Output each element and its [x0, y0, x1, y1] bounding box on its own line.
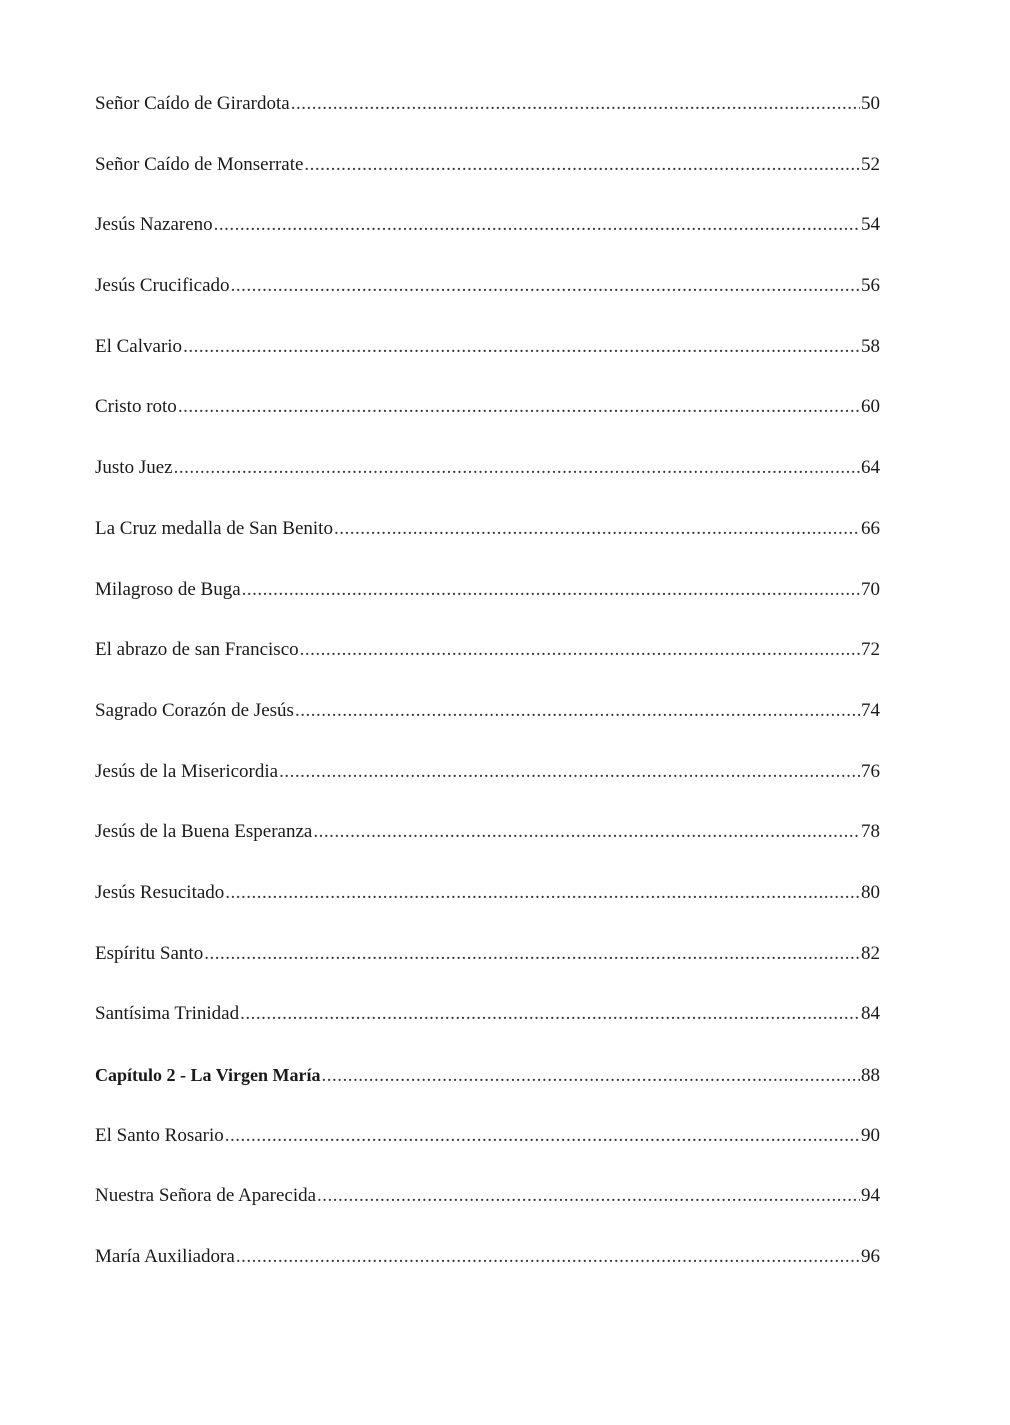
toc-entry-page: 84: [861, 1003, 880, 1025]
toc-entry: [95, 328, 880, 389]
toc-entry-page: 96: [861, 1246, 880, 1268]
dot-leader: [204, 935, 860, 973]
toc-entry: [95, 813, 880, 874]
toc-entry-page: 54: [861, 214, 880, 236]
dot-leader: [300, 631, 860, 669]
dot-leader: [225, 874, 860, 912]
toc-entry-page: 80: [861, 881, 880, 903]
toc-entry-title: Señor Caído de Girardota: [95, 93, 290, 114]
toc-entry: [95, 1177, 880, 1238]
toc-entry-title: María Auxiliadora: [95, 1246, 235, 1268]
dot-leader: [313, 813, 860, 851]
toc-entry-page: 64: [861, 457, 880, 479]
dot-leader: [183, 328, 860, 366]
toc-entry-title: Jesús Crucificado: [95, 275, 230, 297]
toc-entry-page: 88: [861, 1065, 880, 1086]
toc-entry-title: Jesús de la Misericordia: [95, 760, 279, 782]
toc-entry-title: El abrazo de san Francisco: [95, 639, 299, 661]
toc-entry-page: 66: [861, 517, 880, 539]
toc-entry-page: 94: [861, 1185, 880, 1207]
toc-entry-title: Cristo roto: [95, 396, 177, 418]
toc-entry-title: Nuestra Señora de Aparecida: [95, 1185, 317, 1207]
dot-leader: [225, 1117, 860, 1155]
toc-entry: [95, 1238, 880, 1299]
toc-entry-page: 90: [861, 1124, 880, 1146]
toc-entry-title: El Calvario: [95, 335, 183, 357]
dot-leader: [317, 1177, 860, 1215]
toc-entry-title: Señor Caído de Monserrate: [95, 153, 304, 175]
toc-entry: [95, 692, 880, 753]
toc-entry-title: Justo Juez: [95, 457, 173, 479]
toc-entry-title: Santísima Trinidad: [95, 1003, 240, 1025]
toc-entry-title: La Cruz medalla de San Benito: [95, 517, 333, 539]
toc-entry-title: Sagrado Corazón de Jesús: [95, 699, 294, 721]
toc-entry-page: 78: [861, 821, 880, 843]
toc-entry-page: 82: [861, 942, 880, 964]
toc-entry-title: El Santo Rosario: [95, 1124, 224, 1146]
dot-leader: [236, 1238, 860, 1276]
toc-entry: [95, 146, 880, 207]
dot-leader: [295, 692, 860, 730]
dot-leader: [291, 85, 860, 123]
dot-leader: [178, 388, 860, 426]
toc-entry-page: 58: [861, 335, 880, 357]
toc-entry-title: Espíritu Santo: [95, 942, 204, 964]
toc-entry: [95, 1117, 880, 1178]
toc-entry: [95, 935, 880, 996]
dot-leader: [174, 449, 860, 487]
toc-entry: [95, 206, 880, 267]
toc-entry: [95, 449, 880, 510]
toc-entry: [95, 571, 880, 632]
toc-chapter-heading: [95, 1056, 880, 1117]
toc-entry-page: 60: [861, 396, 880, 418]
toc-entry: [95, 631, 880, 692]
toc-entry: [95, 753, 880, 814]
toc-entry-title: Capítulo 2 - La Virgen María: [95, 1065, 321, 1085]
toc-entry-title: Jesús Nazareno: [95, 214, 213, 236]
toc-entry-title: Jesús de la Buena Esperanza: [95, 821, 313, 843]
dot-leader: [304, 146, 860, 184]
toc-entry: [95, 995, 880, 1056]
dot-leader: [242, 571, 860, 609]
toc-entry: [95, 874, 880, 935]
dot-leader: [231, 267, 860, 305]
toc-entry-page: 70: [861, 578, 880, 600]
toc-entry-page: 56: [861, 275, 880, 297]
toc-entry: [95, 85, 880, 146]
dot-leader: [279, 753, 860, 791]
toc-entry: [95, 510, 880, 571]
toc-entry-page: 76: [861, 760, 880, 782]
toc-entry: [95, 267, 880, 328]
toc-entry-title: Jesús Resucitado: [95, 881, 225, 903]
toc-entry: [95, 388, 880, 449]
toc-entry-page: 74: [861, 699, 880, 721]
dot-leader: [214, 206, 860, 244]
dot-leader: [240, 995, 860, 1033]
toc-entry-page: 50: [861, 93, 880, 114]
toc-entry-page: 52: [861, 153, 880, 175]
dot-leader: [322, 1057, 861, 1095]
toc-entry-title: Milagroso de Buga: [95, 578, 241, 600]
table-of-contents: [95, 85, 880, 1299]
toc-entry-page: 72: [861, 639, 880, 661]
dot-leader: [334, 510, 860, 548]
